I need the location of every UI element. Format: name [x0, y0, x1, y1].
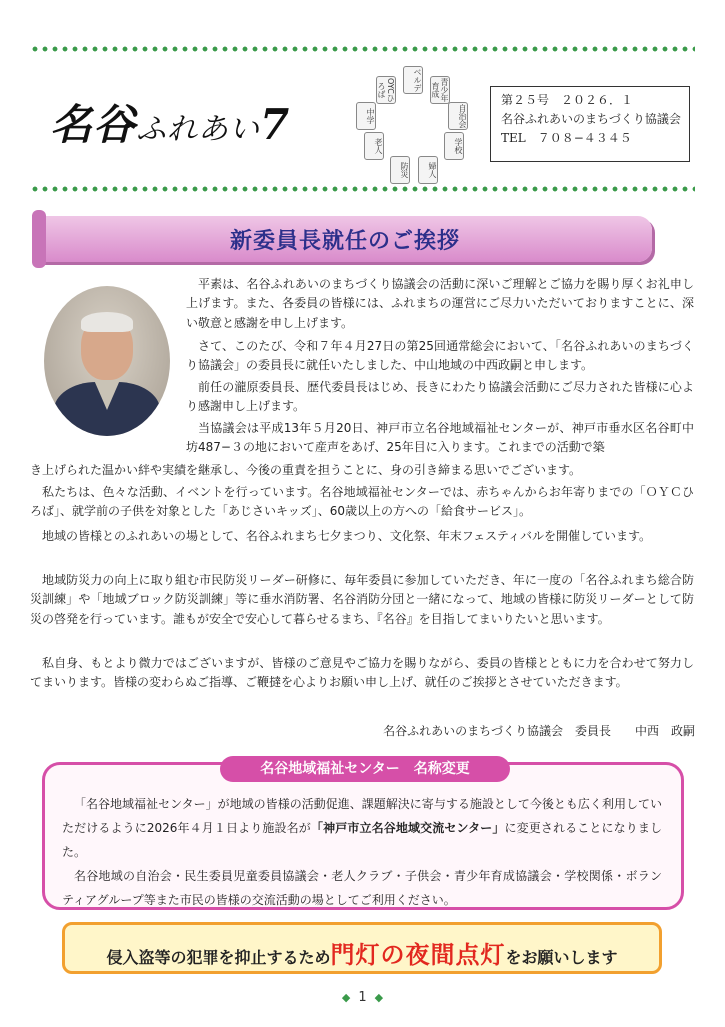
- wheel-item: ベルデ: [403, 66, 423, 94]
- title-sub: ふれあい: [136, 112, 261, 147]
- wheel-item: OYCひろば: [376, 76, 396, 104]
- paragraph: 平素は、名谷ふれあいのまちづくり協議会の活動に深いご理解とご協力を賜り厚くお礼申し上げます。また、各委員の皆様には、ふれまちの運営にご尽力いただいておりますことに、深い敬意と感謝を申し上げます。: [186, 277, 694, 330]
- wheel-item: 婦人: [418, 156, 438, 184]
- organization-wheel: [352, 66, 472, 186]
- title-main: 名谷: [50, 100, 137, 149]
- issue-number: 第２５号 ２０２６．１: [501, 93, 634, 107]
- wheel-item: 中学: [356, 102, 376, 130]
- callout-highlight: 門灯の夜間点灯: [330, 941, 506, 969]
- crime-prevention-callout: [62, 922, 662, 974]
- organization-name: 名谷ふれあいのまちづくり協議会: [501, 112, 681, 126]
- paragraph: 地域防災力の向上に取り組む市民防災リーダー研修に、毎年委員に参加していただき、年に一度の「名谷ふれまち総合防災訓練」や「地域ブロック防災訓練」等に垂水消防署、名谷消防分団と一緒になって、地域の皆様に防災リーダーとして防災の啓発を行っています。誰もが安全で安心して暮らせるまち、『名谷』を目指してまいりたいと思います。: [30, 573, 694, 626]
- paragraph: 前任の瀧原委員長、歴代委員長はじめ、長きにわたり協議会活動にご尽力された皆様に心より感謝申し上げます。: [186, 380, 694, 414]
- notice-text: [62, 792, 662, 912]
- callout-pre: 侵入盗等の犯罪を抑止するため: [106, 948, 331, 967]
- chairman-portrait: [44, 286, 170, 436]
- wheel-item: 防災: [390, 156, 410, 184]
- diamond-icon: ◆: [374, 991, 384, 1004]
- signature: 名谷ふれあいのまちづくり協議会 委員長 中西 政嗣: [383, 724, 695, 738]
- telephone: TEL ７０８−４３４５: [501, 131, 632, 145]
- paragraph: 私たちは、色々な活動、イベントを行っています。名谷地域福祉センターでは、赤ちゃんからお年寄りまでの「ＯＹＣひろば」、就学前の子供を対象とした「あじさいキッズ」、60歳以上の方への「給食サービス」。: [30, 485, 694, 519]
- newsletter-title: [50, 92, 290, 152]
- article-title: 新委員長就任のご挨拶: [229, 229, 460, 254]
- page-number: 1: [358, 990, 367, 1005]
- top-diamond-border: [30, 44, 695, 54]
- issue-info-box: [490, 86, 690, 162]
- wheel-item: 青少年育成: [431, 78, 449, 102]
- page-footer: [0, 990, 725, 1005]
- notice-text-1-end: に変更されることになりました。: [62, 821, 662, 859]
- paragraph: き上げられた温かい絆や実績を継承し、今後の重責を担うことに、身の引き締まる思いでございます。: [30, 463, 582, 477]
- new-facility-name: 「神戸市立名谷地域交流センター」: [310, 821, 505, 835]
- bottom-diamond-border: [30, 184, 695, 194]
- diamond-icon: ◆: [341, 991, 351, 1004]
- wheel-item: 学校: [444, 132, 464, 160]
- paragraph: 私自身、もとより微力ではございますが、皆様のご意見やご協力を賜りながら、委員の皆様とともに力を合わせて努力してまいります。皆様の変わらぬご指導、ご鞭撻を心よりお願い申し上げ、就任のご挨拶とさせていただきます。: [30, 656, 694, 690]
- title-number: 7: [260, 100, 291, 149]
- notice-text-1: 「名谷地域福祉センター」が地域の皆様の活動促進、課題解決に寄与する施設として今後とも広く利用していただけるように2026年４月１日より施設名が: [62, 797, 662, 835]
- notice-text-2: 名谷地域の自治会・民生委員児童委員協議会・老人クラブ・子供会・青少年育成協議会・学校関係・ボランティアグループ等また市民の皆様の交流活動の場としてご利用ください。: [62, 869, 662, 907]
- paragraph: 当協議会は平成13年５月20日、神戸市立名谷地域福祉センターが、神戸市垂水区名谷町中坊487−３の地において産声をあげ、25年目に入ります。これまでの活動で築: [186, 421, 694, 455]
- wheel-item: 自治会: [448, 102, 468, 130]
- paragraph: 地域の皆様とのふれあいの場として、名谷ふれまち七夕まつり、文化祭、年末フェスティバルを開催しています。: [42, 529, 652, 543]
- article-banner: [38, 216, 652, 262]
- paragraph: さて、このたび、令和７年４月27日の第25回通常総会において、「名谷ふれあいのまちづくり協議会」の委員長に就任いたしました、中山地域の中西政嗣と申します。: [186, 339, 694, 373]
- callout-post: をお願いします: [505, 948, 618, 967]
- notice-title: 名谷地域福祉センター 名称変更: [220, 756, 510, 782]
- wheel-item: 老人: [364, 132, 384, 160]
